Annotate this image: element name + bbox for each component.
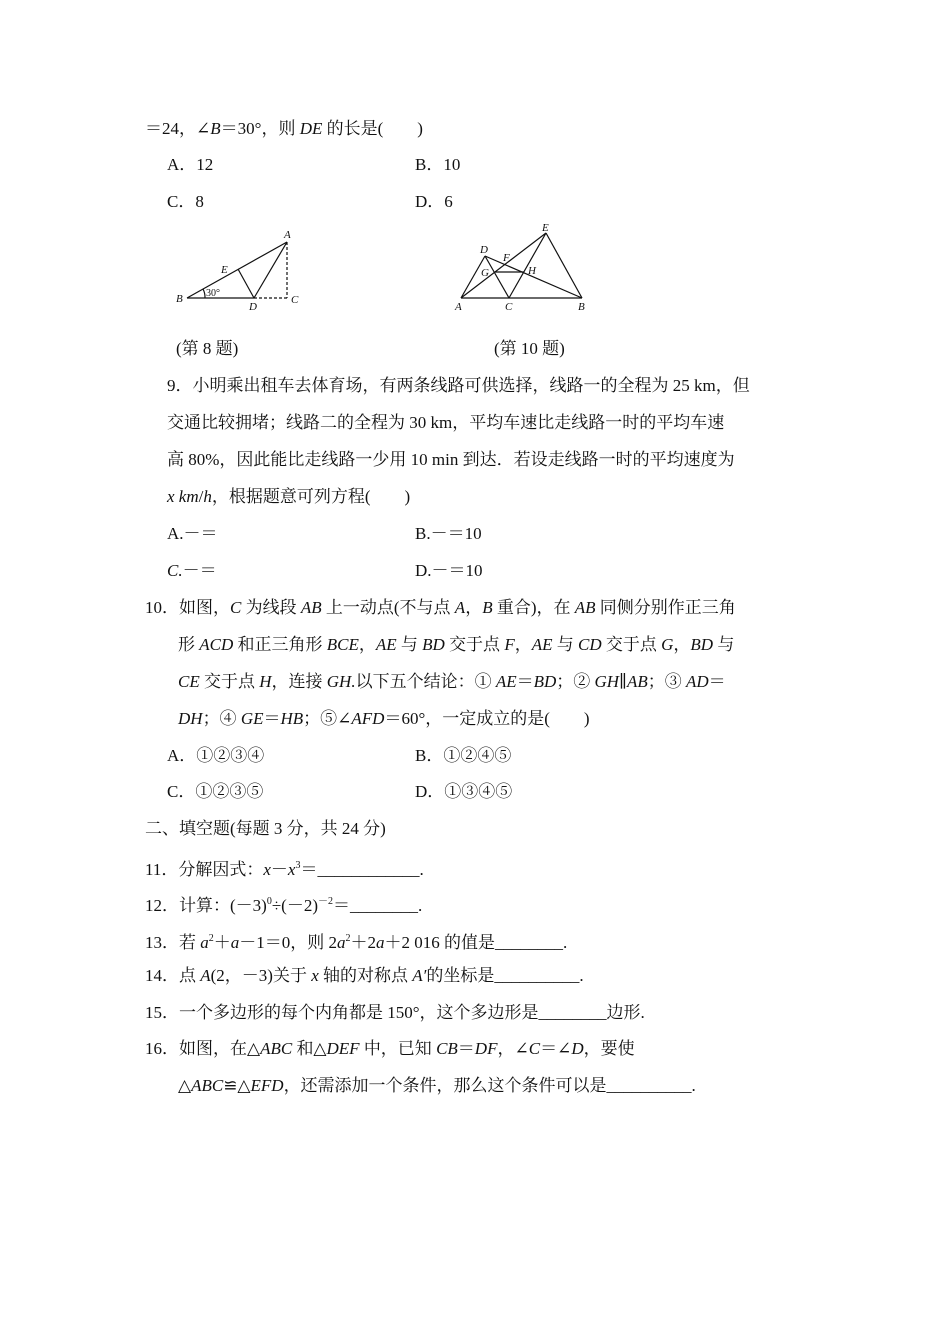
section-heading	[145, 818, 386, 840]
label-d: D	[249, 301, 257, 313]
text-segment: 为线段	[241, 598, 301, 617]
text-segment: ；②	[556, 672, 595, 691]
text-segment: －1＝0，则 2	[239, 933, 337, 952]
q9-line-1	[167, 375, 750, 397]
label-f: F	[503, 252, 510, 264]
q10-option-d[interactable]	[415, 781, 512, 803]
text-segment: ＝	[457, 1039, 475, 1058]
text-segment: 11．分解因式：	[145, 860, 264, 879]
math-variable: A	[200, 966, 211, 985]
superscript-text: 2	[208, 933, 214, 944]
text-segment: ，	[514, 635, 532, 654]
text-segment: ＝	[708, 672, 726, 691]
math-variable: a	[337, 933, 346, 952]
math-variable: x	[311, 966, 319, 985]
text-segment: 的坐标是__________.	[426, 966, 584, 985]
q11	[145, 855, 424, 881]
text-segment: ∥	[619, 672, 627, 691]
math-variable: EFD	[250, 1076, 284, 1095]
label-d: D	[480, 244, 488, 256]
text-segment: 与	[713, 635, 735, 654]
q9-line-3	[167, 449, 735, 471]
text-segment: －	[270, 860, 288, 879]
math-variable: AB	[300, 598, 322, 617]
label-angle: 30°	[206, 288, 220, 299]
q9-option-a[interactable]	[167, 523, 218, 545]
q10-figure-caption	[494, 338, 565, 360]
q9-option-c[interactable]	[167, 560, 217, 582]
math-variable: CE	[178, 672, 200, 691]
text-segment: 与	[552, 635, 578, 654]
text-segment: 14．点	[145, 966, 201, 985]
segment-eb	[546, 233, 582, 298]
text-segment: 高 80%，因此能比走线路一少用 10 min 到达．若设走线路一时的平均速度为	[167, 450, 735, 469]
math-variable: B	[210, 119, 221, 138]
math-variable: BCE	[326, 635, 359, 654]
text-segment: ＝∠	[540, 1039, 572, 1058]
text-segment: (第 10 题)	[494, 339, 565, 358]
math-variable: AB	[574, 598, 596, 617]
text-segment: 15．一个多边形的每个内角都是 150°，这个多边形是________边形.	[145, 1003, 645, 1022]
text-segment: 同侧分别作正三角	[595, 598, 736, 617]
text-segment: ，根据题意可列方程( )	[211, 487, 411, 506]
text-segment: 交通比较拥堵；线路二的全程为 30 km，平均车速比走线路一时的平均车速	[167, 413, 725, 432]
math-variable: a	[230, 933, 240, 952]
math-variable: F	[504, 635, 515, 654]
math-variable: AE	[375, 635, 397, 654]
q15	[145, 1002, 645, 1024]
math-variable: DE	[299, 119, 323, 138]
text-segment: ＝____________.	[300, 860, 424, 879]
text-segment: ，还需添加一个条件，那么这个条件可以是__________.	[283, 1076, 696, 1095]
q9-line-2	[167, 412, 724, 434]
text-segment: ＝30°，则	[220, 119, 300, 138]
label-b: B	[176, 293, 183, 305]
math-variable: BD	[533, 672, 557, 691]
text-segment: (第 8 题)	[176, 339, 239, 358]
text-segment: 的长是( )	[322, 119, 423, 138]
label-b: B	[578, 301, 585, 313]
math-variable: ABC	[191, 1076, 224, 1095]
superscript-text: 3	[295, 860, 301, 871]
math-variable: h	[203, 487, 212, 506]
q9-line-4	[167, 486, 410, 508]
math-variable: x	[287, 860, 296, 879]
text-segment: A.－＝	[167, 524, 218, 543]
q10-option-a[interactable]	[167, 745, 264, 767]
text-segment: ＋2	[350, 933, 376, 952]
text-segment: 上一动点(不与点	[321, 598, 455, 617]
math-variable: ABC	[260, 1039, 293, 1058]
math-variable: D	[571, 1039, 584, 1058]
math-variable: BD	[690, 635, 714, 654]
math-variable: x	[263, 860, 271, 879]
text-segment: B．10	[415, 155, 461, 174]
math-variable: DF	[474, 1039, 498, 1058]
text-segment: 9．小明乘出租车去体育场，有两条线路可供选择，线路一的全程为 25 km，但	[167, 376, 750, 395]
text-segment: ，连接	[271, 672, 327, 691]
math-variable: GH.	[326, 672, 356, 691]
text-segment: ＋2 016 的值是________.	[384, 933, 568, 952]
superscript-text: 0	[266, 896, 272, 907]
text-segment: ＝60°，一定成立的是( )	[384, 709, 590, 728]
text-segment: 和△	[292, 1039, 327, 1058]
text-segment: ＋	[213, 933, 231, 952]
q8-figure-caption	[176, 338, 238, 360]
text-segment: D．6	[415, 192, 453, 211]
math-variable: a	[200, 933, 209, 952]
text-segment: －＝	[182, 561, 217, 580]
math-variable: BD	[422, 635, 445, 654]
math-variable: B	[482, 598, 493, 617]
q13	[145, 928, 567, 954]
text-segment: 重合)，在	[492, 598, 575, 617]
text-segment: (2，－3)关于	[210, 966, 312, 985]
figure-q8	[0, 0, 950, 330]
q10-line-2	[178, 634, 734, 656]
text-segment: ，	[358, 635, 376, 654]
text-segment: ，∠	[497, 1039, 529, 1058]
text-segment: B.－＝10	[415, 524, 482, 543]
text-segment: ；④	[202, 709, 241, 728]
q16-line-2	[178, 1075, 696, 1097]
math-variable: CD	[577, 635, 602, 654]
math-variable: ACD	[199, 635, 234, 654]
q9-option-d[interactable]	[415, 560, 483, 582]
q14	[145, 965, 584, 987]
label-h: H	[528, 265, 536, 277]
text-segment: B．①②④⑤	[415, 746, 512, 765]
q10-line-4	[178, 708, 590, 730]
label-a: A	[455, 301, 462, 313]
text-segment: A．12	[167, 155, 214, 174]
text-segment: C．①②③⑤	[167, 782, 264, 801]
text-segment: D.－＝10	[415, 561, 483, 580]
text-segment: ÷(－2)	[271, 896, 318, 915]
math-variable: C	[230, 598, 242, 617]
math-variable: H	[259, 672, 272, 691]
text-segment: 12．计算：(－3)	[145, 896, 267, 915]
text-segment: /	[198, 487, 204, 506]
math-variable: GE	[240, 709, 264, 728]
math-variable: x km	[167, 487, 199, 506]
q9-option-b[interactable]	[415, 523, 482, 545]
math-variable: C	[528, 1039, 541, 1058]
text-segment: A．①②③④	[167, 746, 265, 765]
text-segment: 10．如图，	[145, 598, 230, 617]
text-segment: 13．若	[145, 933, 201, 952]
q12	[145, 891, 422, 917]
text-segment: 16．如图，在△	[145, 1039, 261, 1058]
text-segment: ，	[465, 598, 483, 617]
segment-ba	[187, 242, 287, 298]
text-segment: ，要使	[583, 1039, 635, 1058]
text-segment: ，	[673, 635, 691, 654]
text-segment: 和正三角形	[233, 635, 327, 654]
superscript-text: 2	[345, 933, 351, 944]
text-segment: ≌△	[223, 1076, 251, 1095]
text-segment: 二、填空题(每题 3 分，共 24 分)	[145, 819, 386, 838]
math-variable: G	[661, 635, 674, 654]
text-segment: ；③	[647, 672, 686, 691]
segment-db	[485, 256, 582, 298]
segment-da	[254, 242, 287, 298]
math-variable: A′	[412, 966, 427, 985]
text-segment: 中，已知	[359, 1039, 437, 1058]
label-c: C	[291, 294, 299, 306]
text-segment: 与	[396, 635, 423, 654]
q16-line-1	[145, 1038, 635, 1060]
text-segment: ＝24，∠	[145, 119, 211, 138]
text-segment: △	[178, 1076, 192, 1095]
math-variable: GH	[594, 672, 620, 691]
math-variable: AFD	[351, 709, 385, 728]
text-segment: C．8	[167, 192, 204, 211]
label-e: E	[221, 264, 228, 276]
math-variable: HB	[280, 709, 304, 728]
text-segment: ＝	[263, 709, 281, 728]
text-segment: 轴的对称点	[318, 966, 413, 985]
text-segment: 交于点	[199, 672, 260, 691]
math-variable: a	[376, 933, 385, 952]
label-g: G	[481, 267, 489, 279]
math-variable: AD	[685, 672, 709, 691]
superscript-text: －2	[317, 896, 333, 907]
text-segment: ；⑤∠	[303, 709, 352, 728]
text-segment: ＝________.	[332, 896, 423, 915]
text-segment: 以下五个结论：①	[355, 672, 496, 691]
q10-option-c[interactable]	[167, 781, 263, 803]
math-variable: C.	[167, 561, 183, 580]
math-variable: AE	[531, 635, 553, 654]
text-segment: 形	[178, 635, 200, 654]
segment-ed	[238, 269, 254, 298]
text-segment: D．①③④⑤	[415, 782, 513, 801]
q10-line-3	[178, 671, 726, 693]
math-variable: AE	[495, 672, 517, 691]
math-variable: DH	[178, 709, 203, 728]
math-variable: CB	[436, 1039, 458, 1058]
label-c: C	[505, 301, 513, 313]
math-variable: A	[454, 598, 466, 617]
text-segment: 交于点	[601, 635, 662, 654]
text-segment: ＝	[516, 672, 534, 691]
q10-line-1	[145, 597, 736, 619]
q10-option-b[interactable]	[415, 745, 511, 767]
angle-arc	[203, 289, 205, 298]
label-a: A	[284, 229, 291, 241]
math-variable: AB	[626, 672, 648, 691]
text-segment: 交于点	[444, 635, 505, 654]
math-variable: DEF	[326, 1039, 360, 1058]
label-e: E	[542, 222, 549, 234]
